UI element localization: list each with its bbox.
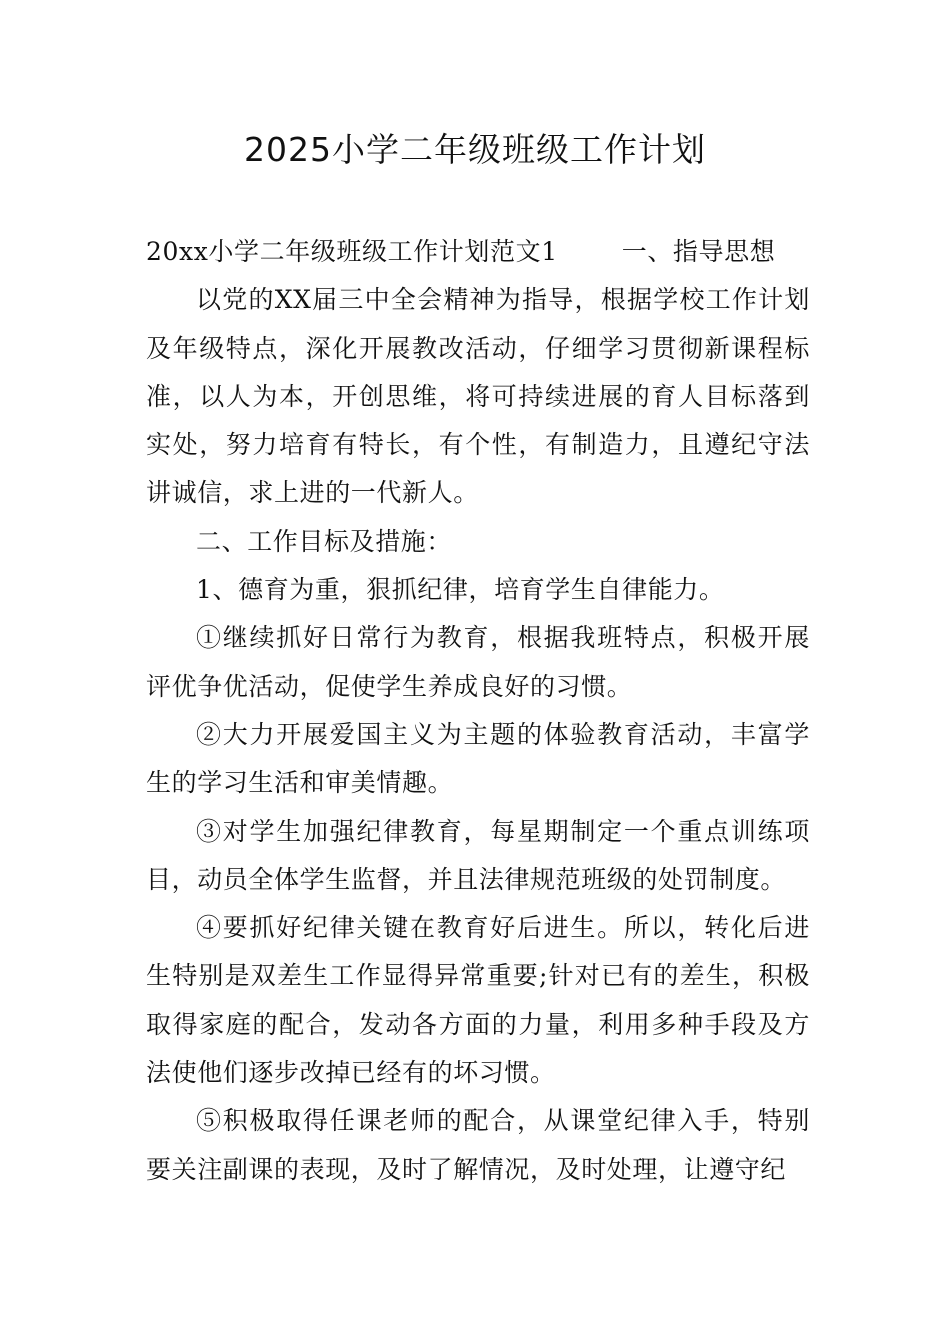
- intro-line: [146, 228, 810, 276]
- list-item-lagging-students: ④要抓好纪律关键在教育好后进生。所以，转化后进生特别是双差生工作显得异常重要;针对已有的差生，积极取得家庭的配合，发动各方面的力量，利用多种手段及方法使他们逐步改掉已经有的坏习惯。: [146, 913, 810, 1088]
- document-title: 2025小学二年级班级工作计划: [244, 130, 706, 169]
- section-heading-goals-measures: 二、工作目标及措施：: [196, 526, 453, 556]
- document-body: [146, 228, 810, 1194]
- list-item-discipline: ③对学生加强纪律教育，每星期制定一个重点训练项目，动员全体学生监督，并且法律规范班级的处罚制度。: [146, 816, 810, 894]
- section-heading-guiding-ideology: 一、指导思想: [621, 237, 776, 266]
- list-item-daily-behavior: ①继续抓好日常行为教育，根据我班特点，积极开展评优争优活动，促使学生养成良好的习惯。: [146, 623, 810, 701]
- list-item-patriotism: ②大力开展爱国主义为主题的体验教育活动，丰富学生的学习生活和审美情趣。: [146, 719, 810, 798]
- list-item-moral-education: 1、德育为重，狠抓纪律，培育学生自律能力。: [196, 575, 725, 605]
- paragraph-guiding-ideology: 以党的XX届三中全会精神为指导，根据学校工作计划及年级特点，深化开展教改活动，仔细学习贯彻新课程标准，以人为本，开创思维，将可持续进展的育人目标落到实处，努力培育有特长，有个性，有制造力，且遵纪守法讲诚信，求上进的一代新人。: [146, 285, 810, 508]
- list-item-teacher-cooperation: ⑤积极取得任课老师的配合，从课堂纪律入手，特别要关注副课的表现，及时了解情况，及时处理，让遵守纪: [146, 1106, 810, 1184]
- document-subtitle: 20xx小学二年级班级工作计划范文1: [146, 237, 558, 266]
